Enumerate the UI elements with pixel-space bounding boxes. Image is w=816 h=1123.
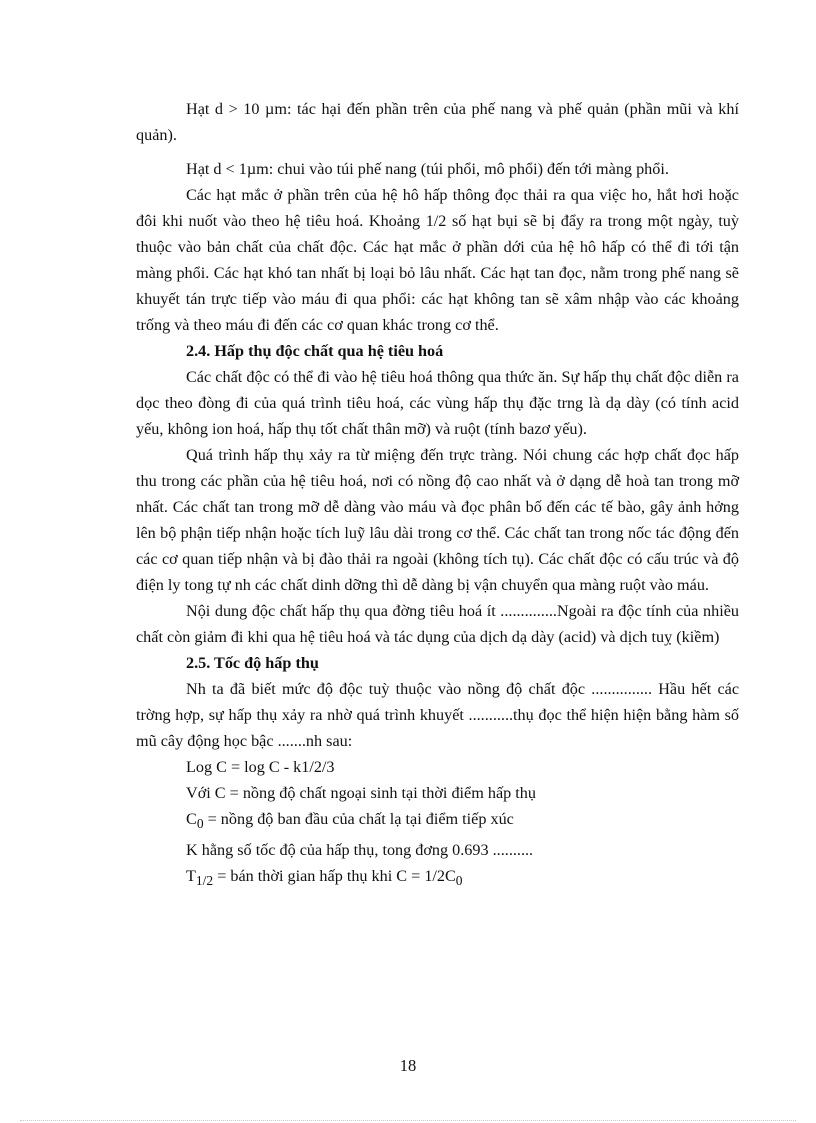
definition-text: = nồng độ ban đầu của chất lạ tại điểm tiếp xúc	[203, 810, 514, 828]
paragraph-particle-small: Hạt d < 1µm: chui vào túi phế nang (túi phổi, mô phổi) đến tới màng phổi.	[186, 160, 669, 178]
definition-text: = bán thời gian hấp thụ khi C = 1/2C	[213, 867, 456, 886]
symbol-t: T	[186, 867, 196, 886]
paragraph-particle-large: Hạt d > 10 µm: tác hại đến phần trên của phế nang và phế quản (phần mũi và khí quản).	[136, 100, 739, 144]
section-heading-2-4: 2.4. Hấp thụ độc chất qua hệ tiêu hoá	[186, 342, 444, 360]
paragraph-absorption-process: Quá trình hấp thụ xảy ra từ miệng đến trực tràng. Nói chung các hợp chất đọc hấp thu trong các phần của hệ tiêu hoá, nơi có nồng độ cao nhất và ở dạng dễ hoà tan trong mỡ nhất. Các chất tan trong mỡ dễ dàng vào máu và đọc phân bố đến các tế bào, gây ảnh hởng lên bộ phận tiếp nhận hoặc tích luỹ lâu dài trong cơ thể. Các chất tan trong nốc tác động đến các cơ quan tiếp nhận và bị đào thải ra ngoài (không tích tụ). Các chất độc có cấu trúc và độ điện ly tong tự nh các chất dinh dỡng thì dễ dàng bị vận chuyển qua màng ruột vào máu.	[136, 446, 739, 594]
section-heading-2-5: 2.5. Tốc độ hấp thụ	[186, 654, 319, 672]
footer-divider	[20, 1120, 796, 1121]
formula-definition-half-time	[136, 863, 739, 894]
subscript-zero: 0	[196, 816, 204, 832]
subscript-half: 1/2	[195, 873, 214, 889]
document-body	[136, 96, 739, 894]
formula-definition-c0	[136, 806, 739, 837]
formula-log: Log C = log C - k1/2/3	[186, 758, 335, 776]
paragraph-absorption-content: Nội dung độc chất hấp thụ qua đờng tiêu hoá ít ..............Ngoài ra độc tính của nhiều chất còn giảm đi khi qua hệ tiêu hoá và tác dụng của dịch dạ dày (acid) và dịch tuỵ (kiềm)	[136, 602, 739, 646]
subscript-zero: 0	[455, 873, 463, 889]
paragraph-particle-clearance: Các hạt mắc ở phần trên của hệ hô hấp thông đọc thải ra qua việc ho, hắt hơi hoặc đôi khi nuốt vào theo hệ tiêu hoá. Khoảng 1/2 số hạt bụi sẽ bị đẩy ra trong một ngày, tuỳ thuộc vào bản chất của chất độc. Các hạt mắc ở phần dới của hệ hô hấp có thể đi tới tận màng phổi. Các hạt khó tan nhất bị loại bỏ lâu nhất. Các hạt tan đọc, nằm trong phế nang sẽ khuyết tán trực tiếp vào máu đi qua phổi: các hạt không tan sẽ xâm nhập vào các khoảng trống và theo máu đi đến các cơ quan khác trong cơ thể.	[136, 186, 739, 334]
page-number: 18	[399, 1056, 417, 1075]
formula-definition-k: K hằng số tốc độ của hấp thụ, tong đơng 0.693 ..........	[186, 841, 534, 860]
formula-definition-c: Với C = nồng độ chất ngoại sinh tại thời điểm hấp thụ	[186, 784, 536, 802]
paragraph-absorption-rate: Nh ta đã biết mức độ độc tuỳ thuộc vào nồng độ chất độc ............... Hầu hết các trờng hợp, sự hấp thụ xảy ra nhờ quá trình khuyết ...........thụ đọc thể hiện hiện bằng hàm số mũ cây động học bậc .......nh sau:	[136, 680, 739, 750]
symbol-c: C	[186, 810, 197, 828]
paragraph-digestive-intake: Các chất độc có thể đi vào hệ tiêu hoá thông qua thức ăn. Sự hấp thụ chất độc diễn ra dọc theo đòng đi của quá trình tiêu hoá, các vùng hấp thụ đặc trng là dạ dày (có tính acid yếu, không ion hoá, hấp thụ tốt chất thân mỡ) và ruột (tính bazơ yếu).	[136, 368, 739, 438]
